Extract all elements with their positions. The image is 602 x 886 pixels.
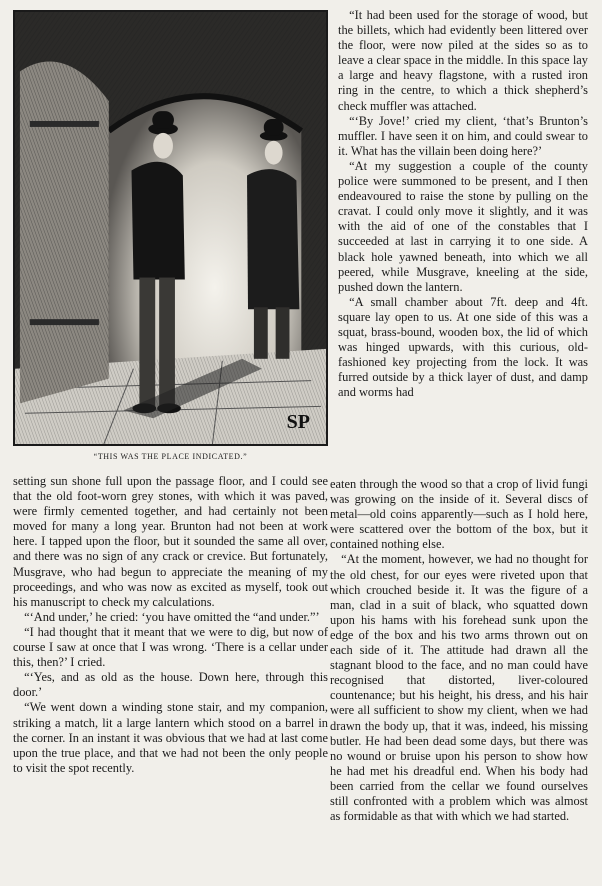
paragraph: “At the moment, however, we had no thought for the old chest, for our eyes were riveted upon that which crouched beside it. It was the figure of a man, clad in a suit of black, who squatted down upon his hams with his forehead sunk upon the edge of the box and his two arms thrown out on each side of it. The attitude had drawn all the stagnant blood to the face, and no man could have recognised that distorted, liver-coloured countenance; but his height, his dress, and his hair were all sufficient to show my client, when we had drawn the body up, that it was, indeed, his missing butler. He had been dead some days, but there was no wound or bruise upon his person to show how he had met his dreadful end. When his body had been carried from the cellar we found ourselves still confronted with a problem which was almost as formidable as that with which we had started. [330, 552, 588, 824]
paragraph: eaten through the wood so that a crop of livid fungi was growing on the inside of it. Several discs of metal—old coins apparently—such as I hold here, were scattered over the bottom of the box, but it contained nothing else. [330, 477, 588, 552]
illustration-caption: “THIS WAS THE PLACE INDICATED.” [93, 452, 248, 461]
paragraph: “‘By Jove!’ cried my client, ‘that’s Brunton’s muffler. I have seen it on him, and could swear to it. What has the villain been doing here?’ [338, 113, 588, 158]
paragraph: “I had thought that it meant that we were to dig, but now of course I saw at once that I was wrong. ‘There is a cellar under this, then?’ I cried. [13, 624, 328, 670]
paragraph: “At my suggestion a couple of the county police were summoned to be present, and I then endeavoured to raise the stone by pulling on the cravat. I could only move it slightly, and it was with the aid of one of the constables that I succeeded at last in carrying it to one side. A black hole yawned beneath, into which we all peered, while Musgrave, kneeling at the side, pushed down the lantern. [338, 158, 588, 294]
paragraph: “‘Yes, and as old as the house. Down here, through this door.’ [13, 670, 328, 700]
paragraph: “A small chamber about 7ft. deep and 4ft. square lay open to us. At one side of this was a squat, brass-bound, wooden box, the lid of which was hinged upwards, with this curious, old-fashioned key projecting from the lock. It was furred outside by a thick layer of dust, and damp and worms had [338, 294, 588, 400]
paragraph: setting sun shone full upon the passage floor, and I could see that the old foot-worn grey stones, with which it was paved, were firmly cemented together, and had certainly not been moved for many a long year. Brunton had not been at work here. I tapped upon the floor, but it sounded the same all over, and there was no sign of any crack or crevice. But fortunately, Musgrave, who had begun to appreciate the meaning of my proceedings, and who was now as excited as myself, took out his manuscript to check my calculations. [13, 474, 328, 609]
text-column-left-bottom [13, 474, 328, 776]
text-column-right-top [338, 8, 588, 400]
paragraph: “We went down a winding stone stair, and my companion, striking a match, lit a large lantern which stood on a barrel in the corner. In an instant it was obvious that we had at last come upon the true place, and that we had not been the only people to visit the spot recently. [13, 700, 328, 775]
artist-signature: SP [286, 411, 310, 433]
paragraph: “‘And under,’ he cried: ‘you have omitted the “and under.”’ [24, 609, 320, 624]
engraving-illustration [13, 10, 328, 446]
engraving-scene [15, 12, 326, 444]
text-column-right-bottom [330, 477, 588, 824]
paragraph: “It had been used for the storage of wood, but the billets, which had evidently been littered over the floor, were now piled at the sides so as to leave a clear space in the middle. In this space lay a large and heavy flagstone, with a rusted iron ring in the centre, to which a thick shepherd’s check muffler was attached. [338, 8, 588, 113]
